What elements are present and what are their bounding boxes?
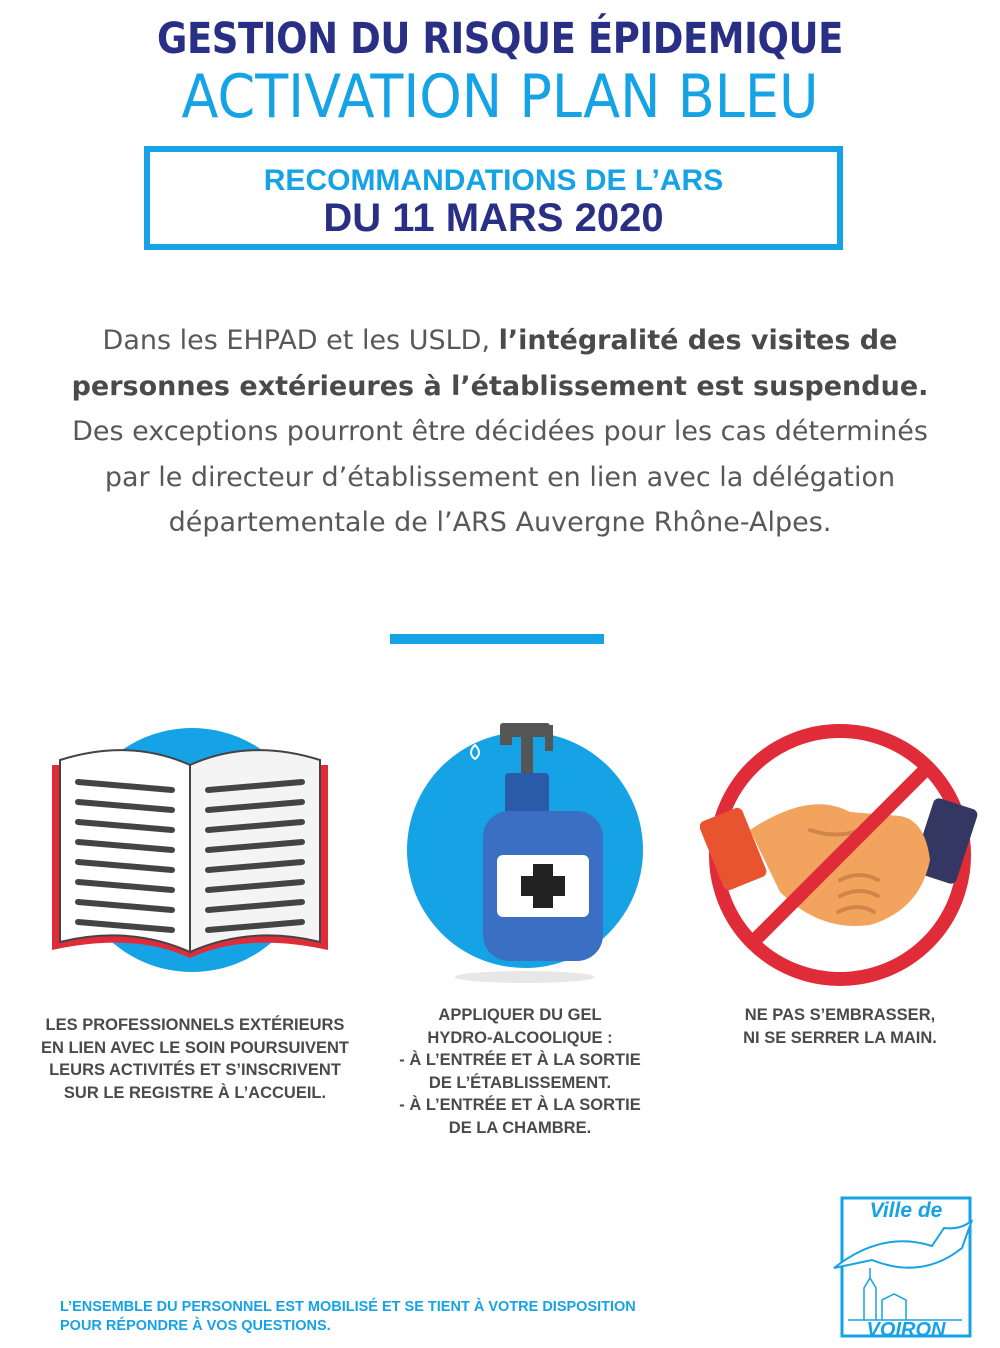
recommendation-heading: RECOMMANDATIONS DE L’ARS [263, 164, 724, 197]
caption-line: DE L’ÉTABLISSEMENT. [428, 1073, 612, 1092]
footer-line: POUR RÉPONDRE À VOS QUESTIONS. [60, 1318, 331, 1334]
caption-line: LES PROFESSIONNELS EXTÉRIEURS [45, 1016, 345, 1034]
caption-no-contact [690, 1004, 990, 1049]
logo-top-text: Ville de [869, 1199, 943, 1222]
intro-text-end: Des exceptions pourront être décidées pour les cas déterminés par le directeur d’établissement en lien avec la délégation départementale de l’ARS Auvergne Rhône-Alpes. [72, 416, 928, 538]
caption-line: APPLIQUER DU GEL [438, 1006, 602, 1024]
caption-professionals [10, 1014, 380, 1104]
caption-line: DE LA CHAMBRE. [448, 1118, 592, 1137]
section-divider [390, 634, 604, 644]
recommendation-date: DU 11 MARS 2020 [323, 196, 664, 240]
caption-line: EN LIEN AVEC LE SOIN POURSUIVENT [40, 1038, 350, 1057]
caption-line: NE PAS S’EMBRASSER, [744, 1006, 936, 1024]
main-title: GESTION DU RISQUE ÉPIDEMIQUE [157, 14, 843, 64]
intro-text-start: Dans les EHPAD et les USLD, [102, 325, 499, 356]
no-handshake-icon [700, 720, 980, 990]
caption-line: SUR LE REGISTRE À L’ACCUEIL. [63, 1083, 327, 1102]
caption-line: LEURS ACTIVITÉS ET S’INSCRIVENT [49, 1061, 341, 1079]
logo-bottom-text: VOIRON [866, 1319, 946, 1341]
intro-paragraph [50, 318, 950, 546]
ville-de-voiron-logo [812, 1190, 982, 1348]
subtitle: ACTIVATION PLAN BLEU [181, 62, 819, 132]
caption-line: NI SE SERRER LA MAIN. [743, 1028, 937, 1047]
hand-sanitizer-icon [405, 715, 645, 985]
footer-note [60, 1298, 780, 1336]
footer-line: L’ENSEMBLE DU PERSONNEL EST MOBILISÉ ET SE TIENT À VOTRE DISPOSITION [60, 1299, 636, 1315]
intro-text-bold: l’intégralité des visites de personnes extérieures à l’établissement est suspendue. [71, 325, 929, 402]
book-icon [40, 720, 340, 980]
caption-line: - À L’ENTRÉE ET À LA SORTIE [399, 1051, 641, 1069]
caption-line: - À L’ENTRÉE ET À LA SORTIE [399, 1096, 641, 1114]
caption-sanitizer [355, 1004, 685, 1139]
caption-line: HYDRO-ALCOOLIQUE : [427, 1028, 613, 1047]
